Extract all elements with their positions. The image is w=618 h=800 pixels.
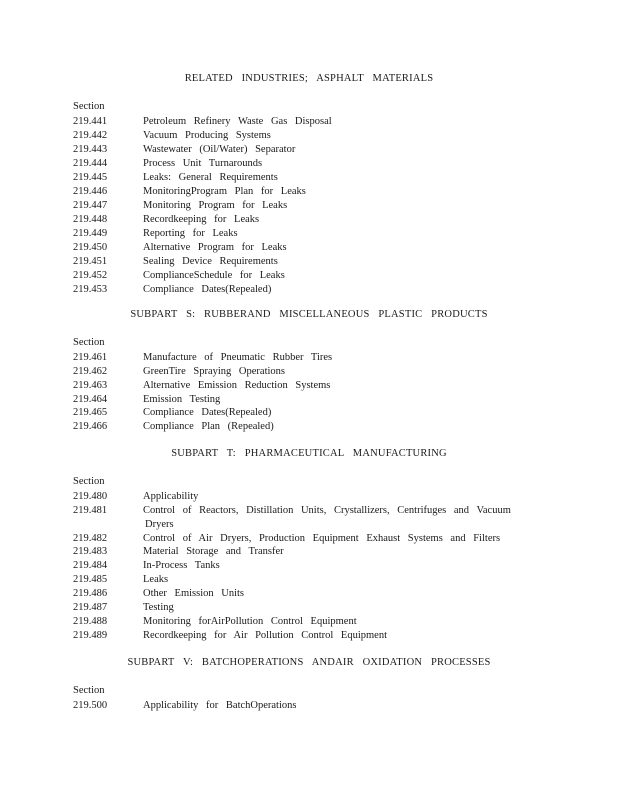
- list-item: [73, 545, 543, 559]
- section-number: 219.452: [73, 270, 108, 281]
- section-number: 219.445: [73, 172, 108, 183]
- list-item: [73, 532, 543, 546]
- section-number: 219.500: [73, 700, 108, 711]
- section-number: 219.461: [73, 352, 108, 363]
- section-title: Compliance Plan (Repealed): [143, 421, 274, 432]
- section-label: Section: [73, 476, 105, 487]
- list-item: [73, 199, 543, 213]
- section-title: Emission Testing: [143, 394, 221, 405]
- list-item: [73, 351, 543, 365]
- section-number: 219.465: [73, 407, 108, 418]
- list-item: [73, 129, 543, 143]
- section-title: Wastewater (Oil/Water) Separator: [143, 144, 296, 155]
- section-number: 219.442: [73, 130, 108, 141]
- section-label: Section: [73, 337, 105, 348]
- section-title: Compliance Dates(Repealed): [143, 407, 272, 418]
- section-number: 219.449: [73, 228, 108, 239]
- section-title: Testing: [143, 602, 174, 613]
- list-item: [73, 601, 543, 615]
- section-title: Leaks: [143, 574, 169, 585]
- section-title: Alternative Program for Leaks: [143, 242, 287, 253]
- section-number: 219.466: [73, 421, 108, 432]
- list-item: [73, 227, 543, 241]
- list-item: [73, 365, 543, 379]
- section-title: Applicability: [143, 491, 199, 502]
- section-title: Control of Reactors, Distillation Units, Crystallizers, Centrifuges and Vacuum: [143, 505, 511, 516]
- section-number: 219.444: [73, 158, 108, 169]
- list-item: [73, 269, 543, 283]
- list-item: [73, 379, 543, 393]
- section-number: 219.443: [73, 144, 108, 155]
- section-number: 219.453: [73, 284, 108, 295]
- list-item: [73, 171, 543, 185]
- list-item: [73, 213, 543, 227]
- section-title: Other Emission Units: [143, 588, 244, 599]
- list-item: [73, 283, 543, 297]
- list-item: [73, 241, 543, 255]
- list-item: [73, 615, 543, 629]
- list-item: [73, 420, 543, 434]
- section-number: 219.487: [73, 602, 108, 613]
- section-number: 219.483: [73, 546, 108, 557]
- section-number: 219.489: [73, 630, 108, 641]
- section-number: 219.462: [73, 366, 108, 377]
- section-title: Material Storage and Transfer: [143, 546, 284, 557]
- list-item: [73, 185, 543, 199]
- section-title: Recordkeeping for Leaks: [143, 214, 260, 225]
- section-title: Alternative Emission Reduction Systems: [143, 380, 331, 391]
- section-number: 219.446: [73, 186, 108, 197]
- subpart-heading: SUBPART V: BATCHOPERATIONS ANDAIR OXIDATION PROCESSES: [127, 657, 491, 668]
- section-title: Manufacture of Pneumatic Rubber Tires: [143, 352, 333, 363]
- section-title: Monitoring forAirPollution Control Equipment: [143, 616, 357, 627]
- list-item: [73, 504, 543, 530]
- section-number: 219.448: [73, 214, 108, 225]
- section-title: Leaks: General Requirements: [143, 172, 278, 183]
- section-label: Section: [73, 101, 105, 112]
- section-number: 219.450: [73, 242, 108, 253]
- section-number: 219.447: [73, 200, 108, 211]
- section-number: 219.484: [73, 560, 108, 571]
- section-title: Monitoring Program for Leaks: [143, 200, 288, 211]
- list-item: [73, 143, 543, 157]
- section-number: 219.481: [73, 505, 108, 516]
- section-title: In-Process Tanks: [143, 560, 220, 571]
- list-item: [73, 587, 543, 601]
- section-number: 219.485: [73, 574, 108, 585]
- list-item: [73, 393, 543, 407]
- section-number: 219.482: [73, 533, 108, 544]
- subpart-heading: SUBPART S: RUBBERAND MISCELLANEOUS PLASTIC PRODUCTS: [130, 309, 488, 320]
- list-item: [73, 629, 543, 643]
- section-number: 219.451: [73, 256, 108, 267]
- list-item: [73, 157, 543, 171]
- section-title: Reporting for Leaks: [143, 228, 238, 239]
- list-item: [73, 699, 543, 713]
- subpart-heading: SUBPART T: PHARMACEUTICAL MANUFACTURING: [171, 448, 447, 459]
- list-item: [73, 559, 543, 573]
- section-title: Recordkeeping for Air Pollution Control Equipment: [143, 630, 388, 641]
- list-item: [73, 115, 543, 129]
- section-number: 219.463: [73, 380, 108, 391]
- section-title: Control of Air Dryers, Production Equipment Exhaust Systems and Filters: [143, 533, 501, 544]
- section-title: Process Unit Turnarounds: [143, 158, 263, 169]
- section-label: Section: [73, 685, 105, 696]
- list-item: [73, 255, 543, 269]
- section-title: Petroleum Refinery Waste Gas Disposal: [143, 116, 332, 127]
- section-title: GreenTire Spraying Operations: [143, 366, 286, 377]
- list-item: [73, 406, 543, 420]
- section-number: 219.464: [73, 394, 108, 405]
- section-title: Compliance Dates(Repealed): [143, 284, 272, 295]
- section-number: 219.486: [73, 588, 108, 599]
- section-title: Sealing Device Requirements: [143, 256, 278, 267]
- list-item: [73, 490, 543, 504]
- list-item: [73, 573, 543, 587]
- section-title: Vacuum Producing Systems: [143, 130, 271, 141]
- section-number: 219.441: [73, 116, 108, 127]
- section-number: 219.480: [73, 491, 108, 502]
- section-title: MonitoringProgram Plan for Leaks: [143, 186, 306, 197]
- section-title-continued: Dryers: [145, 519, 174, 530]
- page-heading: RELATED INDUSTRIES; ASPHALT MATERIALS: [184, 73, 434, 84]
- section-title: Applicability for BatchOperations: [143, 700, 297, 711]
- section-number: 219.488: [73, 616, 108, 627]
- section-title: ComplianceSchedule for Leaks: [143, 270, 285, 281]
